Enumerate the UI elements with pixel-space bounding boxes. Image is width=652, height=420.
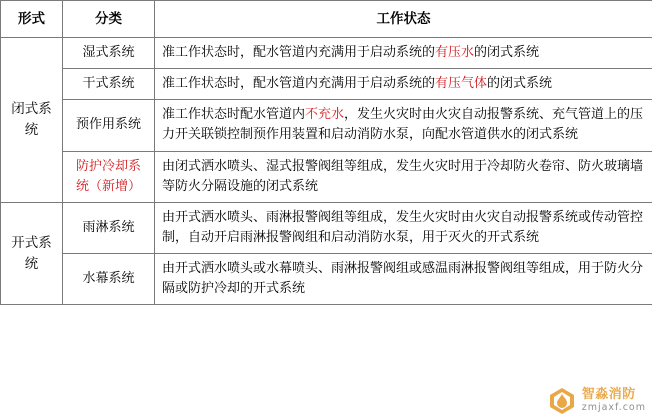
table-row xyxy=(1,151,652,202)
status-text-plain-2: ，发生火灾时由火灾自动报警系统、充气管道上的压力开关联锁控制预作用装置和启动消防水泵，向配水管道供水的闭式系统 xyxy=(162,107,644,143)
status-text-plain: 准工作状态时配水管道内 xyxy=(162,107,306,123)
cell-form-open: 开式系统 xyxy=(1,202,63,305)
status-text-plain: 准工作状态时，配水管道内充满用于启动系统的 xyxy=(162,76,436,92)
watermark-text xyxy=(582,388,646,414)
brand-logo-icon xyxy=(547,386,577,416)
cell-category-preaction: 预作用系统 xyxy=(63,100,155,151)
table-header-row xyxy=(1,1,652,38)
cell-category-dry: 干式系统 xyxy=(63,69,155,100)
cell-category-wet: 湿式系统 xyxy=(63,38,155,69)
column-header-category: 分类 xyxy=(63,1,155,38)
table-row xyxy=(1,202,652,253)
cell-status-protective-cooling: 由闭式洒水喷头、湿式报警阀组等组成，发生火灾时用于冷却防火卷帘、防火玻璃墙等防火分隔设施的闭式系统 xyxy=(155,151,652,202)
cell-status-water-curtain: 由开式洒水喷头或水幕喷头、雨淋报警阀组或感温雨淋报警阀组等组成，用于防火分隔或防护冷却的开式系统 xyxy=(155,254,652,305)
table-row xyxy=(1,254,652,305)
status-text-highlight: 有压气体 xyxy=(435,76,488,92)
cell-category-protective-cooling: 防护冷却系统（新增） xyxy=(63,151,155,202)
cell-status-wet xyxy=(155,38,652,69)
status-text-plain-2: 的闭式系统 xyxy=(487,76,553,92)
table-row xyxy=(1,38,652,69)
status-text-highlight: 有压水 xyxy=(435,45,475,60)
cell-category-deluge: 雨淋系统 xyxy=(63,202,155,253)
status-text-plain-2: 的闭式系统 xyxy=(474,45,540,60)
status-text-highlight: 不充水 xyxy=(305,107,345,123)
cell-status-deluge: 由开式洒水喷头、雨淋报警阀组等组成，发生火灾时由火灾自动报警系统或传动管控制，自动开启雨淋报警阀组和启动消防水泵，用于灭火的开式系统 xyxy=(155,202,652,253)
table-header xyxy=(1,1,652,38)
table-row xyxy=(1,69,652,100)
column-header-status: 工作状态 xyxy=(155,1,652,38)
table-body xyxy=(1,38,652,305)
cell-status-preaction xyxy=(155,100,652,151)
cell-status-dry xyxy=(155,69,652,100)
cell-category-water-curtain: 水幕系统 xyxy=(63,254,155,305)
watermark-title: 智淼消防 xyxy=(581,387,636,403)
watermark xyxy=(547,386,646,416)
status-text-plain: 准工作状态时，配水管道内充满用于启动系统的 xyxy=(162,45,436,60)
watermark-subtitle: zmjaxf.com xyxy=(581,402,646,413)
table-row xyxy=(1,100,652,151)
cell-form-closed: 闭式系统 xyxy=(1,38,63,203)
column-header-form: 形式 xyxy=(1,1,63,38)
